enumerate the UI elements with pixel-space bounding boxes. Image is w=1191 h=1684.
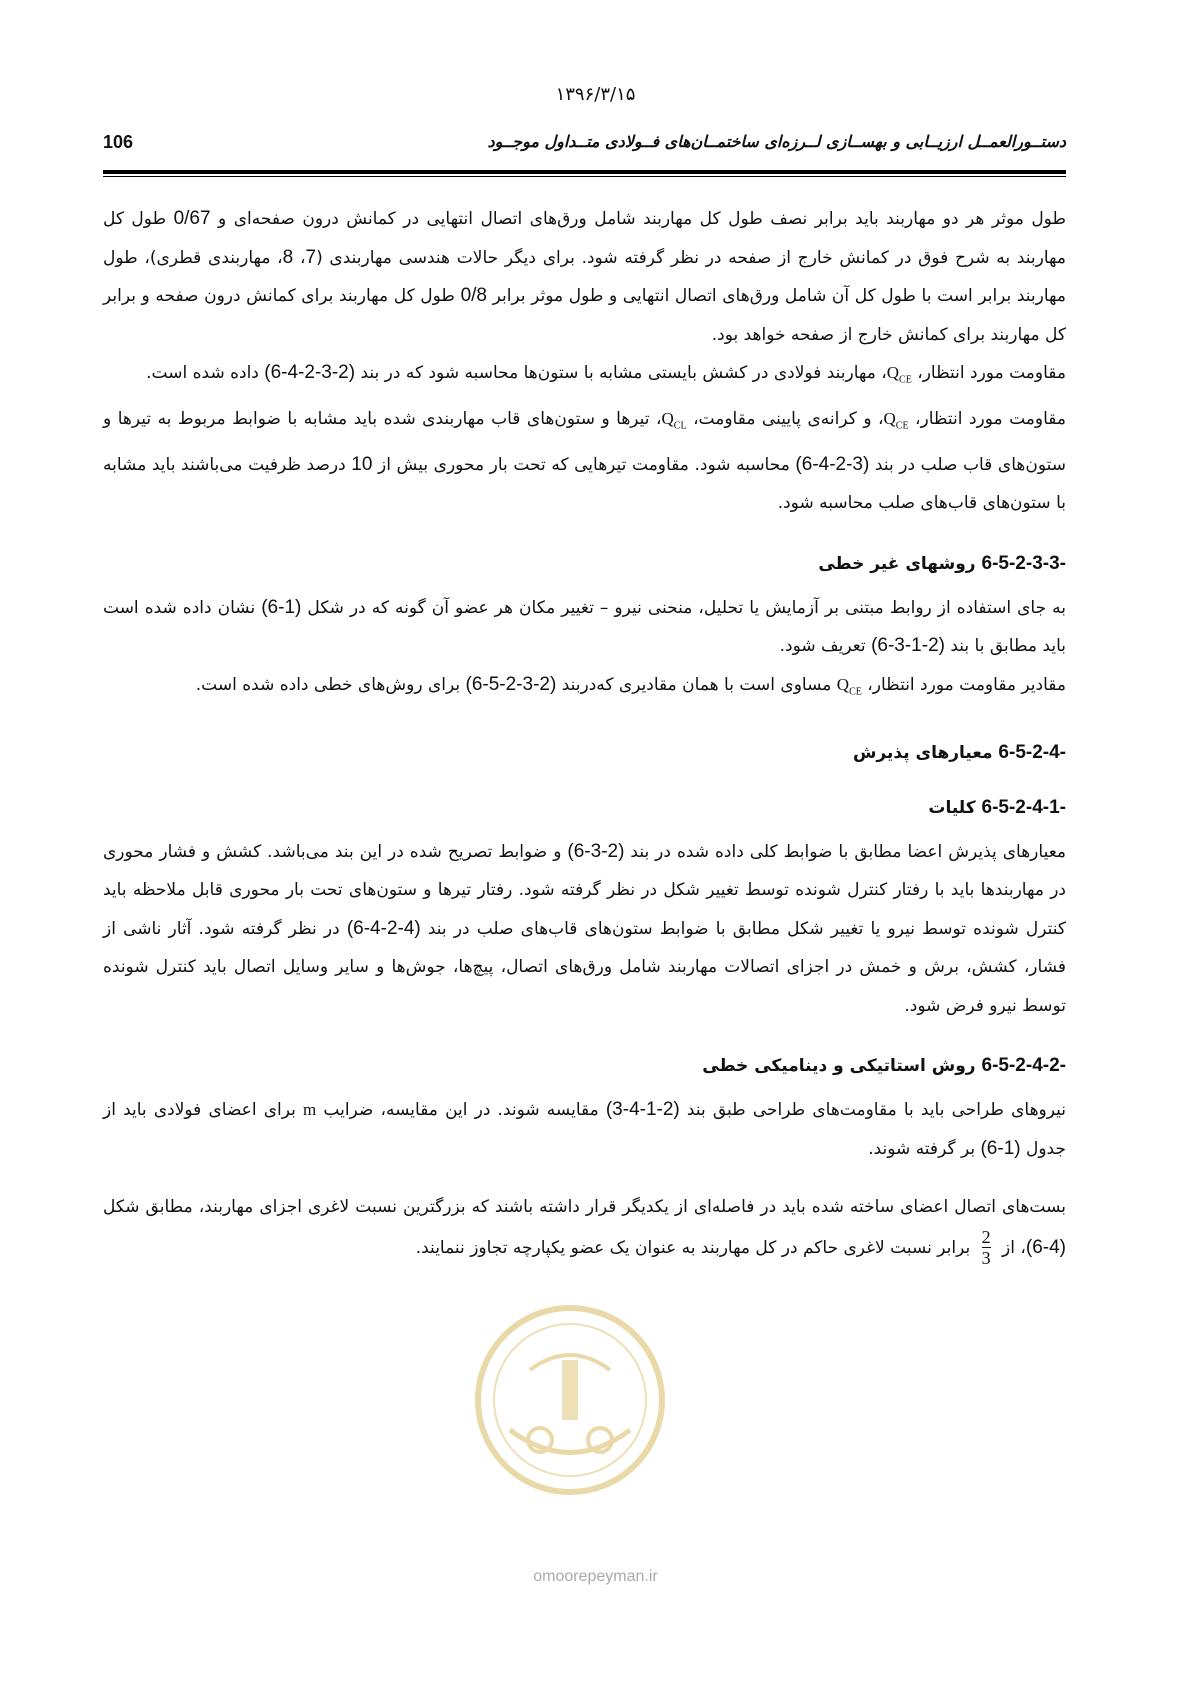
section-title: روشهای غیر خطی: [818, 553, 982, 574]
paragraph-expected-strength: مقادیر مقاومت مورد انتظار، $Q_{CE}$ مساوی است با همان مقادیری که‌دربند (6-5-2-3-2) برای روش‌های خطی داده شده است.: [195, 673, 1066, 698]
document-body: [103, 200, 1066, 1269]
clause-reference: (6-3-2): [567, 840, 625, 862]
page-header: [103, 128, 1066, 162]
table-reference: (6-1): [980, 1137, 1021, 1159]
symbol-qcl: $Q_{CL}$: [661, 408, 687, 432]
clause-reference: (6-4-2-3-2): [264, 362, 356, 383]
running-title: دستــورالعمــل ارزیــابی و بهســازی لــرزه‌ای ساختمــان‌های فــولادی متــداول موجــود: [487, 132, 1066, 151]
clause-reference: (6-4-2-4): [346, 917, 421, 939]
section-number: 6-5-2-4-1-: [981, 796, 1066, 818]
print-date: ۱۳۹۶/۳/۱۵: [555, 84, 636, 105]
section-title: روش استاتیکی و دینامیکی خطی: [702, 1056, 982, 1077]
section-title: معیارهای پذیرش: [852, 742, 999, 763]
section-number: 6-5-2-3-3-: [981, 552, 1066, 574]
header-rule-thick: [103, 170, 1066, 174]
paragraph-effective-length: طول موثر هر دو مهاربند باید برابر نصف طول کل مهاربند شامل ورق‌های اتصال انتهایی در کمانش درون صفحه‌ای و 0/67 طول کل مهاربند به شرح فوق در کمانش خارج از صفحه در نظر گرفته شود. برای دیگر حالات هندسی مهاربندی (7، 8، مهاربندی قطری)، طول مهاربند برابر است با طول کل آن شامل ورق‌های اتصال انتهایی و طول موثر برابر 0/8 طول کل مهاربند برای کمانش درون صفحه و برابر کل مهاربند برای کمانش خارج از صفحه خواهد بود.: [103, 208, 1066, 345]
section-heading-acceptance: [103, 712, 1066, 778]
clause-reference: (6-4-2-3): [795, 453, 870, 475]
figure-reference: (6-4): [1025, 1236, 1066, 1258]
paragraph-beam-column-strength: مقاومت مورد انتظار، $Q_{CE}،$ و کرانه‌ی پایینی مقاومت، $Q_{CL}،$ تیرها و ستون‌های قاب مهاربندی شده باید مشابه با ضوابط مربوط به تیرها و ستون‌های قاب صلب در بند (6-4-2-3) محاسبه شود. مقاومت تیرهایی که تحت بار محوری بیش از 10 درصد ظرفیت می‌باشند باید مشابه با ستون‌های قاب‌های صلب محاسبه شود.: [103, 408, 1066, 514]
figure-reference: (6-1): [261, 596, 302, 618]
website-watermark: omoorepeyman.ir: [533, 1568, 658, 1585]
publisher-seal-icon: [470, 1300, 670, 1500]
page-number: 106: [103, 132, 134, 152]
clause-reference: (6-5-2-3-2): [465, 673, 557, 695]
section-heading-linear-procedures: [103, 1025, 1066, 1091]
paragraph-force-displacement: به جای استفاده از روابط مبتنی بر آزمایش یا تحلیل، منحنی نیرو – تغییر مکان هر عضو آن گونه که در شکل (6-1) نشان داده شده است باید مطابق با بند (6-3-1-2) تعریف شود.: [103, 596, 1067, 657]
symbol-qce: $Q_{CE}$: [886, 363, 912, 386]
symbol-m: m: [303, 1100, 317, 1120]
paragraph-design-forces: نیروهای طراحی باید با مقاومت‌های طراحی طبق بند (3-4-1-2) مقایسه شوند. در این مقایسه، ضرایب m برای اعضای فولادی باید از جدول (6-1) بر گرفته شوند.: [103, 1099, 1066, 1159]
section-heading-nonlinear: [103, 523, 1066, 589]
header-rule-thin: [103, 176, 1066, 177]
paragraph-tension-strength: مقاومت مورد انتظار، $Q_{CE}،$ مهاربند فولادی در کشش بایستی مشابه با ستون‌ها محاسبه شود که در بند (6-4-2-3-2) داده شده است.: [146, 362, 1066, 386]
section-number: 6-5-2-4-: [998, 741, 1066, 763]
paragraph-stitch-spacing: بست‌های اتصال اعضای ساخته شده باید در فاصله‌ای از یکدیگر قرار داشته باشند که بزرگترین نسبت لاغری اجزای مهاربند، مطابق شکل (6-4)، از $\frac{2}{3}$ برابر نسبت لاغری حاکم در کل مهاربند به عنوان یک عضو یکپارچه تجاوز ننمایند.: [103, 1197, 1066, 1269]
section-number: 6-5-2-4-2-: [981, 1055, 1066, 1077]
section-title: کلیات: [928, 797, 982, 818]
clause-reference: (6-3-1-2): [871, 635, 945, 657]
fraction-two-thirds: $\frac{2}{3}$: [981, 1226, 991, 1269]
paragraph-acceptance-criteria: معیارهای پذیرش اعضا مطابق با ضوابط کلی داده شده در بند (6-3-2) و ضوابط تصریح شده در این بند می‌باشد. کشش و فشار محوری در مهاربندها باید با رفتار کنترل شونده توسط تغییر شکل در نظر گرفته شود. رفتار تیرها و ستون‌های تحت بار محوری قابل ملاحظه باید کنترل شونده توسط نیرو یا تغییر شکل مطابق با ضوابط ستون‌های قاب‌های صلب در بند (6-4-2-4) در نظر گرفته شود. آثار ناشی از فشار، کشش، برش و خمش در اجزای اتصالات مهاربند شامل ورق‌های اتصال، پیچ‌ها، جوش‌ها و سایر وسایل اتصال باید کنترل شونده توسط نیرو فرض شود.: [103, 840, 1067, 1016]
clause-reference: (3-4-1-2): [605, 1099, 680, 1121]
symbol-qce: $Q_{CE}$: [836, 674, 862, 698]
section-heading-general: [103, 778, 1066, 833]
symbol-qce: $Q_{CE}$: [883, 408, 909, 432]
